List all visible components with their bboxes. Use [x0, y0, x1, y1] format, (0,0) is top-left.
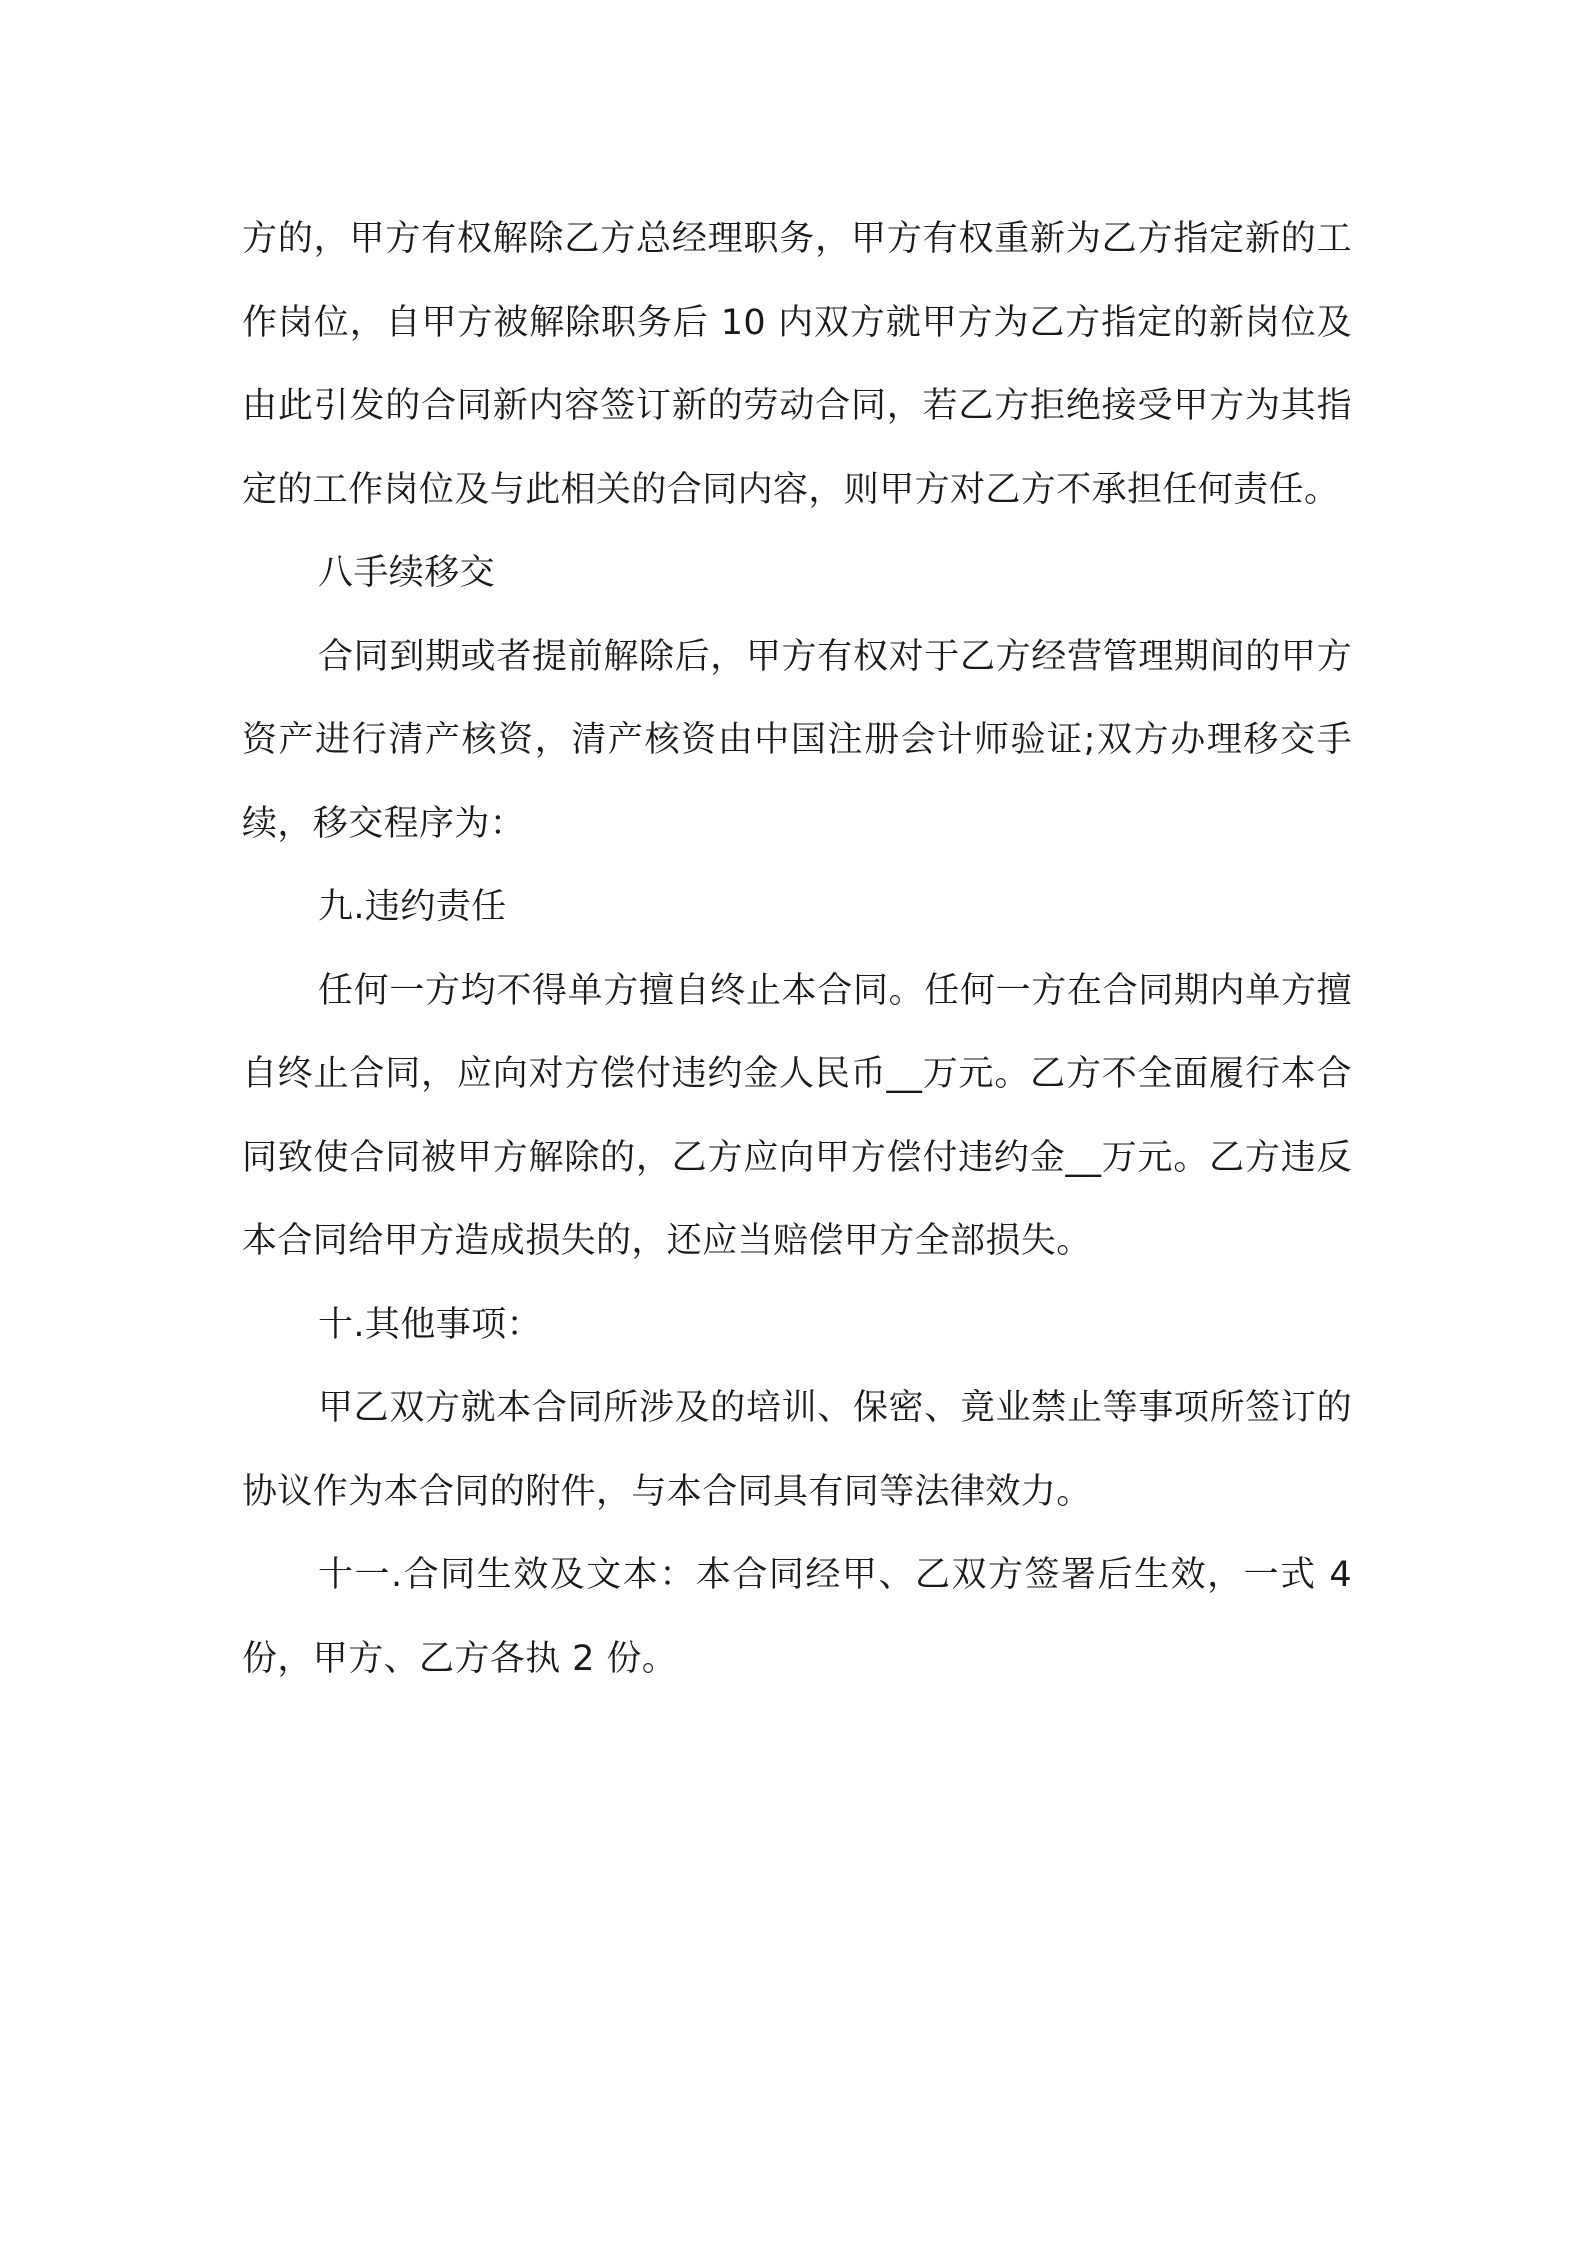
section-heading-other: 十.其他事项： [318, 1304, 542, 1345]
paragraph-breach: 任何一方均不得单方擅自终止本合同。任何一方在合同期内单方擅自终止合同，应向对方偿付违约金人民币__万元。乙方不全面履行本合同致使合同被甲方解除的，乙方应向甲方偿付违约金__万元。乙方违反本合同给甲方造成损失的，还应当赔偿甲方全部损失。 [242, 970, 1352, 1261]
document-body [242, 198, 1352, 1701]
section-heading-breach: 九.违约责任 [318, 887, 507, 927]
section-heading-handover: 八手续移交 [318, 553, 496, 593]
paragraph-termination-continued: 方的，甲方有权解除乙方总经理职务，甲方有权重新为乙方指定新的工作岗位，自甲方被解除职务后 10 内双方就甲方为乙方指定的新岗位及由此引发的合同新内容签订新的劳动合同，若乙方拒绝接受甲方为其指定的工作岗位及与此相关的合同内容，则甲方对乙方不承担任何责任。 [242, 219, 1352, 510]
paragraph-handover: 合同到期或者提前解除后，甲方有权对于乙方经营管理期间的甲方资产进行清产核资，清产核资由中国注册会计师验证;双方办理移交手续，移交程序为： [242, 636, 1352, 844]
paragraph-other: 甲乙双方就本合同所涉及的培训、保密、竟业禁止等事项所签订的协议作为本合同的附件，与本合同具有同等法律效力。 [242, 1388, 1352, 1512]
paragraph-effect-and-copies: 十一.合同生效及文本：本合同经甲、乙双方签署后生效，一式 4 份，甲方、乙方各执 2 份。 [242, 1555, 1352, 1679]
